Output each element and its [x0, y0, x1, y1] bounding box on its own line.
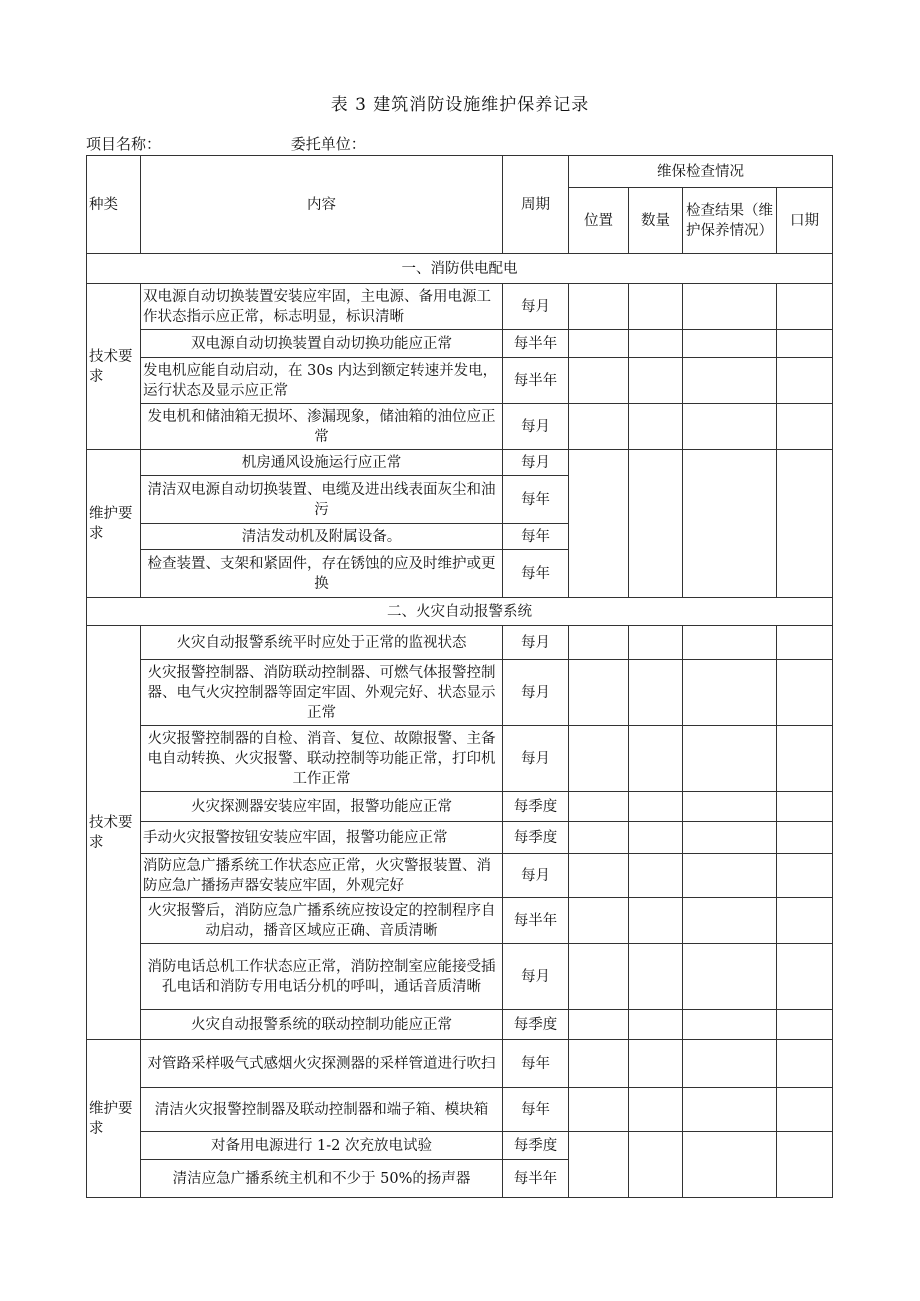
result-cell[interactable]	[683, 1010, 777, 1040]
result-cell[interactable]	[683, 726, 777, 792]
quantity-cell[interactable]	[629, 792, 683, 822]
position-cell[interactable]	[569, 854, 629, 898]
position-cell[interactable]	[569, 822, 629, 854]
result-cell[interactable]	[683, 358, 777, 404]
position-cell[interactable]	[569, 1132, 629, 1198]
category-tech: 技术要求	[87, 626, 141, 1040]
row-period: 每月	[503, 284, 569, 330]
quantity-cell[interactable]	[629, 404, 683, 450]
row-content: 火灾自动报警系统的联动控制功能应正常	[141, 1010, 503, 1040]
quantity-cell[interactable]	[629, 358, 683, 404]
quantity-cell[interactable]	[629, 626, 683, 660]
row-period: 每季度	[503, 822, 569, 854]
header-date: 口期	[777, 188, 833, 254]
section-title: 一、消防供电配电	[87, 254, 833, 284]
row-period: 每季度	[503, 792, 569, 822]
row-period: 每半年	[503, 358, 569, 404]
position-cell[interactable]	[569, 1040, 629, 1088]
category-maint: 维护要求	[87, 450, 141, 598]
result-cell[interactable]	[683, 450, 777, 598]
position-cell[interactable]	[569, 1088, 629, 1132]
date-cell[interactable]	[777, 1010, 833, 1040]
date-cell[interactable]	[777, 898, 833, 944]
project-name-label: 项目名称：	[86, 135, 162, 153]
row-period: 每月	[503, 944, 569, 1010]
date-cell[interactable]	[777, 944, 833, 1010]
row-content: 消防应急广播系统工作状态应正常，火灾警报装置、消防应急广播扬声器安装应牢固，外观完好	[141, 854, 503, 898]
row-period: 每月	[503, 404, 569, 450]
row-content: 对管路采样吸气式感烟火灾探测器的采样管道进行吹扫	[141, 1040, 503, 1088]
result-cell[interactable]	[683, 822, 777, 854]
date-cell[interactable]	[777, 854, 833, 898]
quantity-cell[interactable]	[629, 726, 683, 792]
row-content: 消防电话总机工作状态应正常，消防控制室应能接受插孔电话和消防专用电话分机的呼叫，通话音质清晰	[141, 944, 503, 1010]
date-cell[interactable]	[777, 1088, 833, 1132]
date-cell[interactable]	[777, 284, 833, 330]
row-period: 每月	[503, 660, 569, 726]
position-cell[interactable]	[569, 450, 629, 598]
row-period: 每年	[503, 476, 569, 524]
row-content: 清洁发动机及附属设备。	[141, 524, 503, 550]
row-period: 每半年	[503, 1160, 569, 1198]
header-position: 位置	[569, 188, 629, 254]
row-period: 每月	[503, 626, 569, 660]
date-cell[interactable]	[777, 450, 833, 598]
result-cell[interactable]	[683, 854, 777, 898]
row-content: 火灾自动报警系统平时应处于正常的监视状态	[141, 626, 503, 660]
row-content: 清洁火灾报警控制器及联动控制器和端子箱、模块箱	[141, 1088, 503, 1132]
row-content: 手动火灾报警按钮安装应牢固，报警功能应正常	[141, 822, 503, 854]
row-content: 机房通风设施运行应正常	[141, 450, 503, 476]
form-meta	[86, 133, 366, 154]
header-result: 检查结果（维护保养情况）	[683, 188, 777, 254]
category-tech: 技术要求	[87, 284, 141, 450]
result-cell[interactable]	[683, 1132, 777, 1198]
row-period: 每月	[503, 854, 569, 898]
row-period: 每年	[503, 524, 569, 550]
position-cell[interactable]	[569, 726, 629, 792]
row-period: 每年	[503, 1040, 569, 1088]
row-content: 火灾报警控制器的自检、消音、复位、故隙报警、主备电自动转换、火灾报警、联动控制等功能正常，打印机工作正常	[141, 726, 503, 792]
result-cell[interactable]	[683, 284, 777, 330]
result-cell[interactable]	[683, 626, 777, 660]
result-cell[interactable]	[683, 898, 777, 944]
position-cell[interactable]	[569, 284, 629, 330]
header-inspection-group: 维保检查情况	[569, 156, 833, 188]
quantity-cell[interactable]	[629, 822, 683, 854]
result-cell[interactable]	[683, 1040, 777, 1088]
date-cell[interactable]	[777, 1132, 833, 1198]
position-cell[interactable]	[569, 330, 629, 358]
date-cell[interactable]	[777, 330, 833, 358]
row-period: 每月	[503, 726, 569, 792]
row-content: 发电机应能自动启动，在 30s 内达到额定转速并发电，运行状态及显示应正常	[141, 358, 503, 404]
position-cell[interactable]	[569, 792, 629, 822]
row-content: 对备用电源进行 1-2 次充放电试验	[141, 1132, 503, 1160]
date-cell[interactable]	[777, 404, 833, 450]
header-content: 内容	[141, 156, 503, 254]
date-cell[interactable]	[777, 358, 833, 404]
quantity-cell[interactable]	[629, 898, 683, 944]
result-cell[interactable]	[683, 330, 777, 358]
quantity-cell[interactable]	[629, 944, 683, 1010]
quantity-cell[interactable]	[629, 284, 683, 330]
quantity-cell[interactable]	[629, 1040, 683, 1088]
row-period: 每季度	[503, 1010, 569, 1040]
client-label: 委托单位：	[290, 135, 366, 153]
date-cell[interactable]	[777, 822, 833, 854]
position-cell[interactable]	[569, 626, 629, 660]
position-cell[interactable]	[569, 358, 629, 404]
position-cell[interactable]	[569, 944, 629, 1010]
row-content: 检查装置、支架和紧固件，存在锈蚀的应及时维护或更换	[141, 550, 503, 598]
header-period: 周期	[503, 156, 569, 254]
row-period: 每年	[503, 550, 569, 598]
row-content: 发电机和储油箱无损坏、渗漏现象，储油箱的油位应正常	[141, 404, 503, 450]
row-period: 每半年	[503, 898, 569, 944]
row-content: 清洁应急广播系统主机和不少于 50%的扬声器	[141, 1160, 503, 1198]
maintenance-record-table	[86, 155, 833, 1198]
row-content: 火灾报警后，消防应急广播系统应按设定的控制程序自动启动，播音区域应正确、音质清晰	[141, 898, 503, 944]
date-cell[interactable]	[777, 792, 833, 822]
row-content: 火灾探测器安装应牢固，报警功能应正常	[141, 792, 503, 822]
quantity-cell[interactable]	[629, 854, 683, 898]
page-title: 表 3 建筑消防设施维护保养记录	[330, 95, 590, 115]
section-title: 二、火灾自动报警系统	[87, 598, 833, 626]
quantity-cell[interactable]	[629, 660, 683, 726]
header-quantity: 数量	[629, 188, 683, 254]
quantity-cell[interactable]	[629, 330, 683, 358]
category-maint: 维护要求	[87, 1040, 141, 1198]
row-period: 每年	[503, 1088, 569, 1132]
date-cell[interactable]	[777, 660, 833, 726]
position-cell[interactable]	[569, 660, 629, 726]
position-cell[interactable]	[569, 1010, 629, 1040]
result-cell[interactable]	[683, 792, 777, 822]
quantity-cell[interactable]	[629, 1132, 683, 1198]
date-cell[interactable]	[777, 626, 833, 660]
row-content: 清洁双电源自动切换装置、电缆及进出线表面灰尘和油污	[141, 476, 503, 524]
row-content: 双电源自动切换装置自动切换功能应正常	[141, 330, 503, 358]
quantity-cell[interactable]	[629, 1010, 683, 1040]
quantity-cell[interactable]	[629, 450, 683, 598]
result-cell[interactable]	[683, 660, 777, 726]
quantity-cell[interactable]	[629, 1088, 683, 1132]
row-period: 每半年	[503, 330, 569, 358]
row-content: 双电源自动切换装置安装应牢固，主电源、备用电源工作状态指示应正常，标志明显，标识清晰	[141, 284, 503, 330]
header-category: 种类	[87, 156, 141, 254]
result-cell[interactable]	[683, 404, 777, 450]
position-cell[interactable]	[569, 404, 629, 450]
row-period: 每月	[503, 450, 569, 476]
position-cell[interactable]	[569, 898, 629, 944]
date-cell[interactable]	[777, 726, 833, 792]
result-cell[interactable]	[683, 1088, 777, 1132]
row-content: 火灾报警控制器、消防联动控制器、可燃气体报警控制器、电气火灾控制器等固定牢固、外观完好、状态显示正常	[141, 660, 503, 726]
date-cell[interactable]	[777, 1040, 833, 1088]
result-cell[interactable]	[683, 944, 777, 1010]
row-period: 每季度	[503, 1132, 569, 1160]
